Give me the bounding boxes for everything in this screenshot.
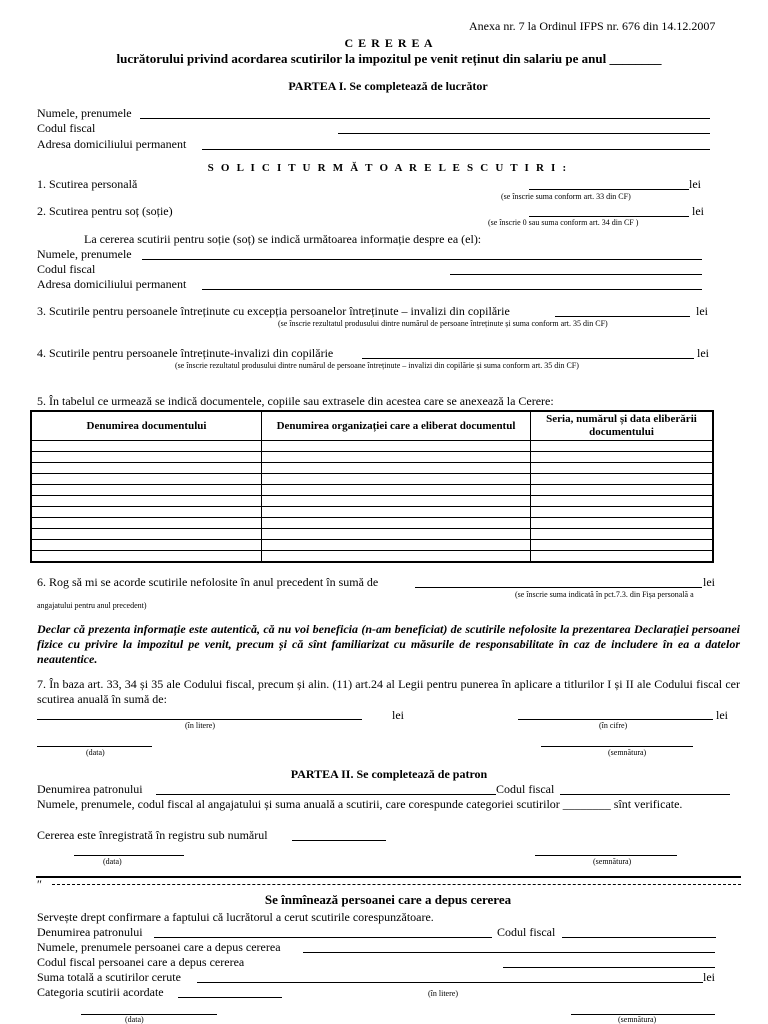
receipt-category-field[interactable]	[178, 997, 282, 998]
item2-note: (se înscrie 0 sau suma conform art. 34 din CF )	[488, 218, 639, 227]
address-label: Adresa domiciliului permanent	[37, 137, 187, 151]
item4-field[interactable]	[362, 358, 694, 359]
item4-unit: lei	[697, 346, 709, 360]
form-subtitle: lucrătorului privind acordarea scutirilor la impozitul pe venit reținut din salariu pe anul ________	[116, 51, 662, 66]
receipt-date-field[interactable]	[81, 1014, 217, 1015]
receipt-person-fiscal-label: Codul fiscal persoanei care a depus cererea	[37, 955, 245, 969]
part1-heading: PARTEA I. Se completează de lucrător	[288, 79, 488, 93]
table-row[interactable]	[31, 518, 713, 529]
employer-label: Denumirea patronului	[37, 782, 143, 796]
part2-signature-caption: (semnătura)	[593, 857, 632, 866]
receipt-name-label: Numele, prenumele persoanei care a depus cererea	[37, 940, 281, 954]
spouse-name-field[interactable]	[142, 259, 702, 260]
item2-unit: lei	[692, 204, 704, 218]
table-row[interactable]	[31, 452, 713, 463]
table-row[interactable]	[31, 540, 713, 551]
receipt-fiscal-label: Codul fiscal	[497, 925, 556, 939]
item3-field[interactable]	[555, 316, 690, 317]
table-row[interactable]	[31, 551, 713, 563]
cut-line	[52, 884, 741, 885]
spouse-fiscal-field[interactable]	[450, 274, 702, 275]
item6-note-cont: angajatului pentru anul precedent)	[37, 601, 147, 610]
in-words-caption: (în litere)	[185, 721, 215, 730]
table-row[interactable]	[31, 529, 713, 540]
item7-unit-right: lei	[716, 708, 728, 722]
section-separator	[36, 876, 741, 878]
spouse-intro: La cererea scutirii pentru soție (soț) se indică următoarea informație despre ea (el):	[84, 232, 482, 246]
item6-label: 6. Rog să mi se acorde scutirile nefolosite în anul precedent în sumă de	[37, 575, 379, 589]
item5-label: 5. În tabelul ce urmează se indică documentele, copiile sau extrasele din acestea care se anexează la Cerere:	[37, 394, 554, 408]
date-field[interactable]	[37, 746, 152, 747]
item7-unit-left: lei	[392, 708, 404, 722]
fiscal-code-field[interactable]	[338, 133, 710, 134]
item1-label: 1. Scutirea personală	[37, 177, 138, 191]
in-figures-caption: (în cifre)	[599, 721, 628, 730]
table-row[interactable]	[31, 474, 713, 485]
receipt-heading: Se înmînează persoanei care a depus cererea	[264, 892, 512, 907]
item6-note: (se înscrie suma indicată în pct.7.3. din Fișa personală a	[515, 590, 694, 599]
item4-label: 4. Scutirile pentru persoanele întreținute-invalizi din copilărie	[37, 346, 334, 360]
documents-table	[30, 410, 714, 563]
col-document-name: Denumirea documentului	[31, 411, 262, 441]
spouse-address-label: Adresa domiciliului permanent	[37, 277, 187, 291]
request-heading: S O L I C I T U R M Ă T O A R E L E S C U T I R I :	[207, 162, 569, 174]
item2-field[interactable]	[529, 216, 689, 217]
part2-signature-field[interactable]	[535, 855, 677, 856]
spouse-name-label: Numele, prenumele	[37, 247, 132, 261]
table-row[interactable]	[31, 496, 713, 507]
date-caption: (data)	[86, 748, 105, 757]
item7-words-field[interactable]	[37, 719, 362, 720]
receipt-date-caption: (data)	[125, 1015, 144, 1024]
item1-field[interactable]	[529, 189, 689, 190]
form-title: C E R E R E A	[344, 36, 434, 50]
receipt-in-words-caption: (în litere)	[428, 989, 458, 998]
spouse-fiscal-label: Codul fiscal	[37, 262, 96, 276]
receipt-name-field[interactable]	[303, 952, 715, 953]
receipt-employer-field[interactable]	[154, 937, 492, 938]
table-row[interactable]	[31, 463, 713, 474]
item4-note: (se înscrie rezultatul produsului dintre numărul de persoane întreținute – invalizi din copilărie și suma conform art. 35 din CF)	[175, 361, 579, 370]
cut-mark: ″	[37, 877, 42, 891]
receipt-confirm-text: Servește drept confirmare a faptului că lucrătorul a cerut scutirile corespunzătoare.	[37, 910, 434, 924]
spouse-address-field[interactable]	[202, 289, 702, 290]
receipt-signature-caption: (semnătura)	[618, 1015, 657, 1024]
item1-unit: lei	[689, 177, 701, 191]
fiscal-code-label: Codul fiscal	[37, 121, 96, 135]
table-row[interactable]	[31, 441, 713, 452]
item6-unit: lei	[703, 575, 715, 589]
part2-date-caption: (data)	[103, 857, 122, 866]
receipt-employer-label: Denumirea patronului	[37, 925, 143, 939]
col-series-number-date: Seria, numărul și data eliberării documentului	[531, 411, 714, 441]
receipt-total-field[interactable]	[197, 982, 703, 983]
item3-label: 3. Scutirile pentru persoanele întreținute cu excepția persoanelor întreținute – invalizi din copilărie	[37, 304, 510, 318]
item6-field[interactable]	[415, 587, 702, 588]
employer-field[interactable]	[156, 794, 496, 795]
registered-label: Cererea este înregistrată în registru sub numărul	[37, 828, 268, 842]
part2-heading: PARTEA II. Se completează de patron	[290, 767, 488, 781]
receipt-fiscal-field[interactable]	[562, 937, 716, 938]
employer-fiscal-label: Codul fiscal	[496, 782, 555, 796]
signature-caption: (semnătura)	[608, 748, 647, 757]
name-label: Numele, prenumele	[37, 106, 132, 120]
receipt-total-unit: lei	[703, 970, 715, 984]
item3-note: (se înscrie rezultatul produsului dintre numărul de persoane întreținute și suma conform art. 35 din CF)	[278, 319, 608, 328]
declaration-text: Declar că prezenta informație este autentică, că nu voi beneficia (n-am beneficiat) de scutirile nefolosite la prezentarea Declarației persoanei fizice cu privire la impozitul pe venit, precum și că sînt familiarizat cu măsurile de responsabilitate în caz de includere în ea a datelor neautentice.	[37, 622, 740, 666]
annex-reference: Anexa nr. 7 la Ordinul IFPS nr. 676 din 14.12.2007	[469, 19, 716, 33]
registration-number-field[interactable]	[292, 840, 386, 841]
address-field[interactable]	[202, 149, 710, 150]
item1-note: (se înscrie suma conform art. 33 din CF)	[501, 192, 631, 201]
item3-unit: lei	[696, 304, 708, 318]
signature-field[interactable]	[541, 746, 693, 747]
item2-label: 2. Scutirea pentru soț (soție)	[37, 204, 173, 218]
name-field[interactable]	[140, 118, 710, 119]
item7-text: 7. În baza art. 33, 34 și 35 ale Codului fiscal, precum și alin. (11) art.24 al Legii pentru punerea în aplicare a titlurilor I și II ale Codului fiscal cer scutirea anuală în sumă de:	[37, 677, 740, 706]
item7-figures-field[interactable]	[518, 719, 713, 720]
table-row[interactable]	[31, 507, 713, 518]
employer-fiscal-field[interactable]	[560, 794, 730, 795]
col-issuing-organization: Denumirea organizației care a eliberat documentul	[262, 411, 531, 441]
receipt-person-fiscal-field[interactable]	[503, 967, 715, 968]
employee-info-text: Numele, prenumele, codul fiscal al angajatului și suma anuală a scutirii, care corespunde categoriei scutirilor ________ sînt verificate.	[37, 797, 683, 811]
table-row[interactable]	[31, 485, 713, 496]
receipt-category-label: Categoria scutirii acordate	[37, 985, 164, 999]
receipt-total-label: Suma totală a scutirilor cerute	[37, 970, 181, 984]
part2-date-field[interactable]	[74, 855, 184, 856]
